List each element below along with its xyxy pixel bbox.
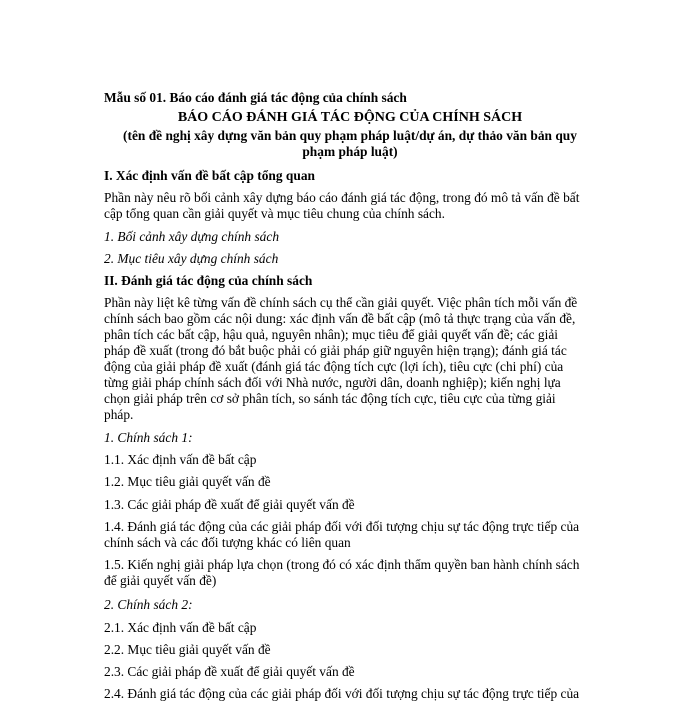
paragraph-line: để giải quyết vấn đề) [104, 573, 217, 588]
policy1-item: 1.1. Xác định vấn đề bất cập [104, 452, 257, 467]
section2-heading: II. Đánh giá tác động của chính sách [104, 273, 313, 288]
section1-heading: I. Xác định vấn đề bất cập tổng quan [104, 168, 315, 183]
section1-item-goal: 2. Mục tiêu xây dựng chính sách [104, 251, 279, 266]
paragraph-line: chính sách và các đối tượng khác có liên quan [104, 535, 351, 550]
paragraph-line: Phần này nêu rõ bối cảnh xây dựng báo cáo đánh giá tác động, trong đó mô tả vấn đề bất [104, 190, 580, 205]
policy2-item: 2.2. Mục tiêu giải quyết vấn đề [104, 642, 271, 657]
paragraph-line: chọn giải pháp trên cơ sở phân tích, so sánh tác động tích cực, tiêu cực của từng giải [104, 391, 556, 406]
section1-item-context: 1. Bối cảnh xây dựng chính sách [104, 229, 280, 244]
policy1-item: 1.2. Mục tiêu giải quyết vấn đề [104, 474, 271, 489]
policy1-item: 1.3. Các giải pháp đề xuất để giải quyết vấn đề [104, 497, 355, 512]
form-number: Mẫu số 01. Báo cáo đánh giá tác động của chính sách [104, 90, 407, 105]
paragraph-line: pháp. [104, 407, 134, 422]
document-title: BÁO CÁO ĐÁNH GIÁ TÁC ĐỘNG CỦA CHÍNH SÁCH [177, 110, 523, 125]
paragraph-line: từng giải pháp chính sách đối với Nhà nước, người dân, doanh nghiệp); kiến nghị lựa [104, 375, 561, 390]
policy2-item: 2.3. Các giải pháp đề xuất để giải quyết vấn đề [104, 664, 355, 679]
policy2-item: 2.4. Đánh giá tác động của các giải pháp đối với đối tượng chịu sự tác động trực tiếp của [104, 686, 580, 701]
paragraph-line: 1.5. Kiến nghị giải pháp lựa chọn (trong đó có xác định thẩm quyền ban hành chính sách [104, 557, 580, 572]
section2-paragraph [104, 295, 596, 423]
policy1-item-impact [104, 519, 596, 551]
policy2-heading: 2. Chính sách 2: [104, 597, 193, 612]
subtitle-line: phạm pháp luật) [302, 144, 398, 159]
document-subtitle [104, 128, 596, 160]
paragraph-line: phân tích các bất cập, hậu quả, nguyên nhân); mục tiêu để giải quyết vấn đề; các giải [104, 327, 558, 342]
paragraph-line: pháp đề xuất (trong đó bắt buộc phải có giải pháp giữ nguyên hiện trạng); đánh giá tác [104, 343, 567, 358]
paragraph-line: động của giải pháp đề xuất (đánh giá tác động tích cực (lợi ích), tiêu cực (chi phí) của [104, 359, 564, 374]
policy2-item: 2.1. Xác định vấn đề bất cập [104, 620, 257, 635]
policy1-item-recommendation [104, 557, 596, 589]
paragraph-line: cập tổng quan cần giải quyết và mục tiêu chung của chính sách. [104, 206, 445, 221]
paragraph-line: Phần này liệt kê từng vấn đề chính sách cụ thể cần giải quyết. Việc phân tích mỗi vấn đề [104, 295, 578, 310]
subtitle-line: (tên đề nghị xây dựng văn bản quy phạm pháp luật/dự án, dự thảo văn bản quy [123, 128, 577, 143]
paragraph-line: chính sách bao gồm các nội dung: xác định vấn đề bất cập (mô tả thực trạng của vấn đề, [104, 311, 576, 326]
section1-paragraph [104, 190, 596, 222]
policy1-heading: 1. Chính sách 1: [104, 430, 193, 445]
paragraph-line: 1.4. Đánh giá tác động của các giải pháp đối với đối tượng chịu sự tác động trực tiếp của [104, 519, 580, 534]
